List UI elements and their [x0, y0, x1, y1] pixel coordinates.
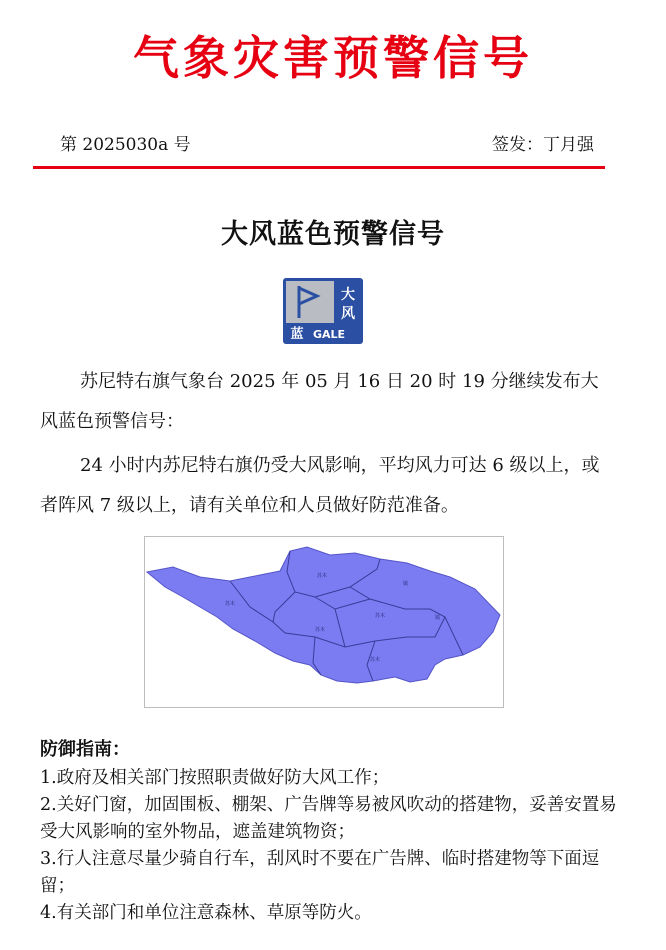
region-outline: [147, 547, 500, 683]
warning-area-map: [144, 536, 504, 708]
badge-char-mid: 风: [341, 306, 355, 322]
badge-english: GALE: [312, 328, 346, 341]
map-label: 苏木: [370, 657, 381, 663]
map-label: 苏木: [315, 627, 326, 633]
issuance-paragraph: 苏尼特右旗气象台 2025 年 05 月 16 日 20 时 19 分继续发布大风蓝色预警信号：: [40, 371, 599, 432]
signal-title: 大风蓝色预警信号: [221, 219, 445, 250]
map-label: 镇: [403, 581, 409, 587]
document-number: 第 2025030a 号: [60, 135, 191, 155]
forecast-paragraph: 24 小时内苏尼特右旗仍受大风影响，平均风力可达 6 级以上，或者阵风 7 级以上，请有关单位和人员做好防范准备。: [40, 455, 600, 516]
defense-guide-list: [40, 765, 620, 927]
defense-guide-heading: 防御指南：: [40, 739, 130, 760]
map-label: 苏木: [375, 613, 386, 619]
badge-color-char: 蓝: [290, 327, 304, 342]
document-header-title: 气象灾害预警信号: [133, 31, 533, 85]
gale-warning-badge: [283, 278, 363, 344]
guide-item: 3.行人注意尽量少骑自行车，刮风时不要在广告牌、临时搭建物等下面逗留；: [40, 849, 600, 896]
header-divider: [33, 166, 605, 169]
guide-item: 4.有关部门和单位注意森林、草原等防火。: [40, 903, 372, 923]
issuer: 签发：丁月强: [492, 135, 594, 155]
guide-item: 2.关好门窗，加固围板、棚架、广告牌等易被风吹动的搭建物，妥善安置易受大风影响的室外物品，遮盖建筑物资；: [40, 795, 617, 842]
map-label: 镇: [435, 615, 441, 621]
map-label: 苏木: [317, 573, 328, 579]
map-label: 苏木: [225, 601, 236, 607]
guide-item: 1.政府及相关部门按照职责做好防大风工作；: [40, 768, 390, 788]
badge-char-top: 大: [341, 287, 355, 303]
